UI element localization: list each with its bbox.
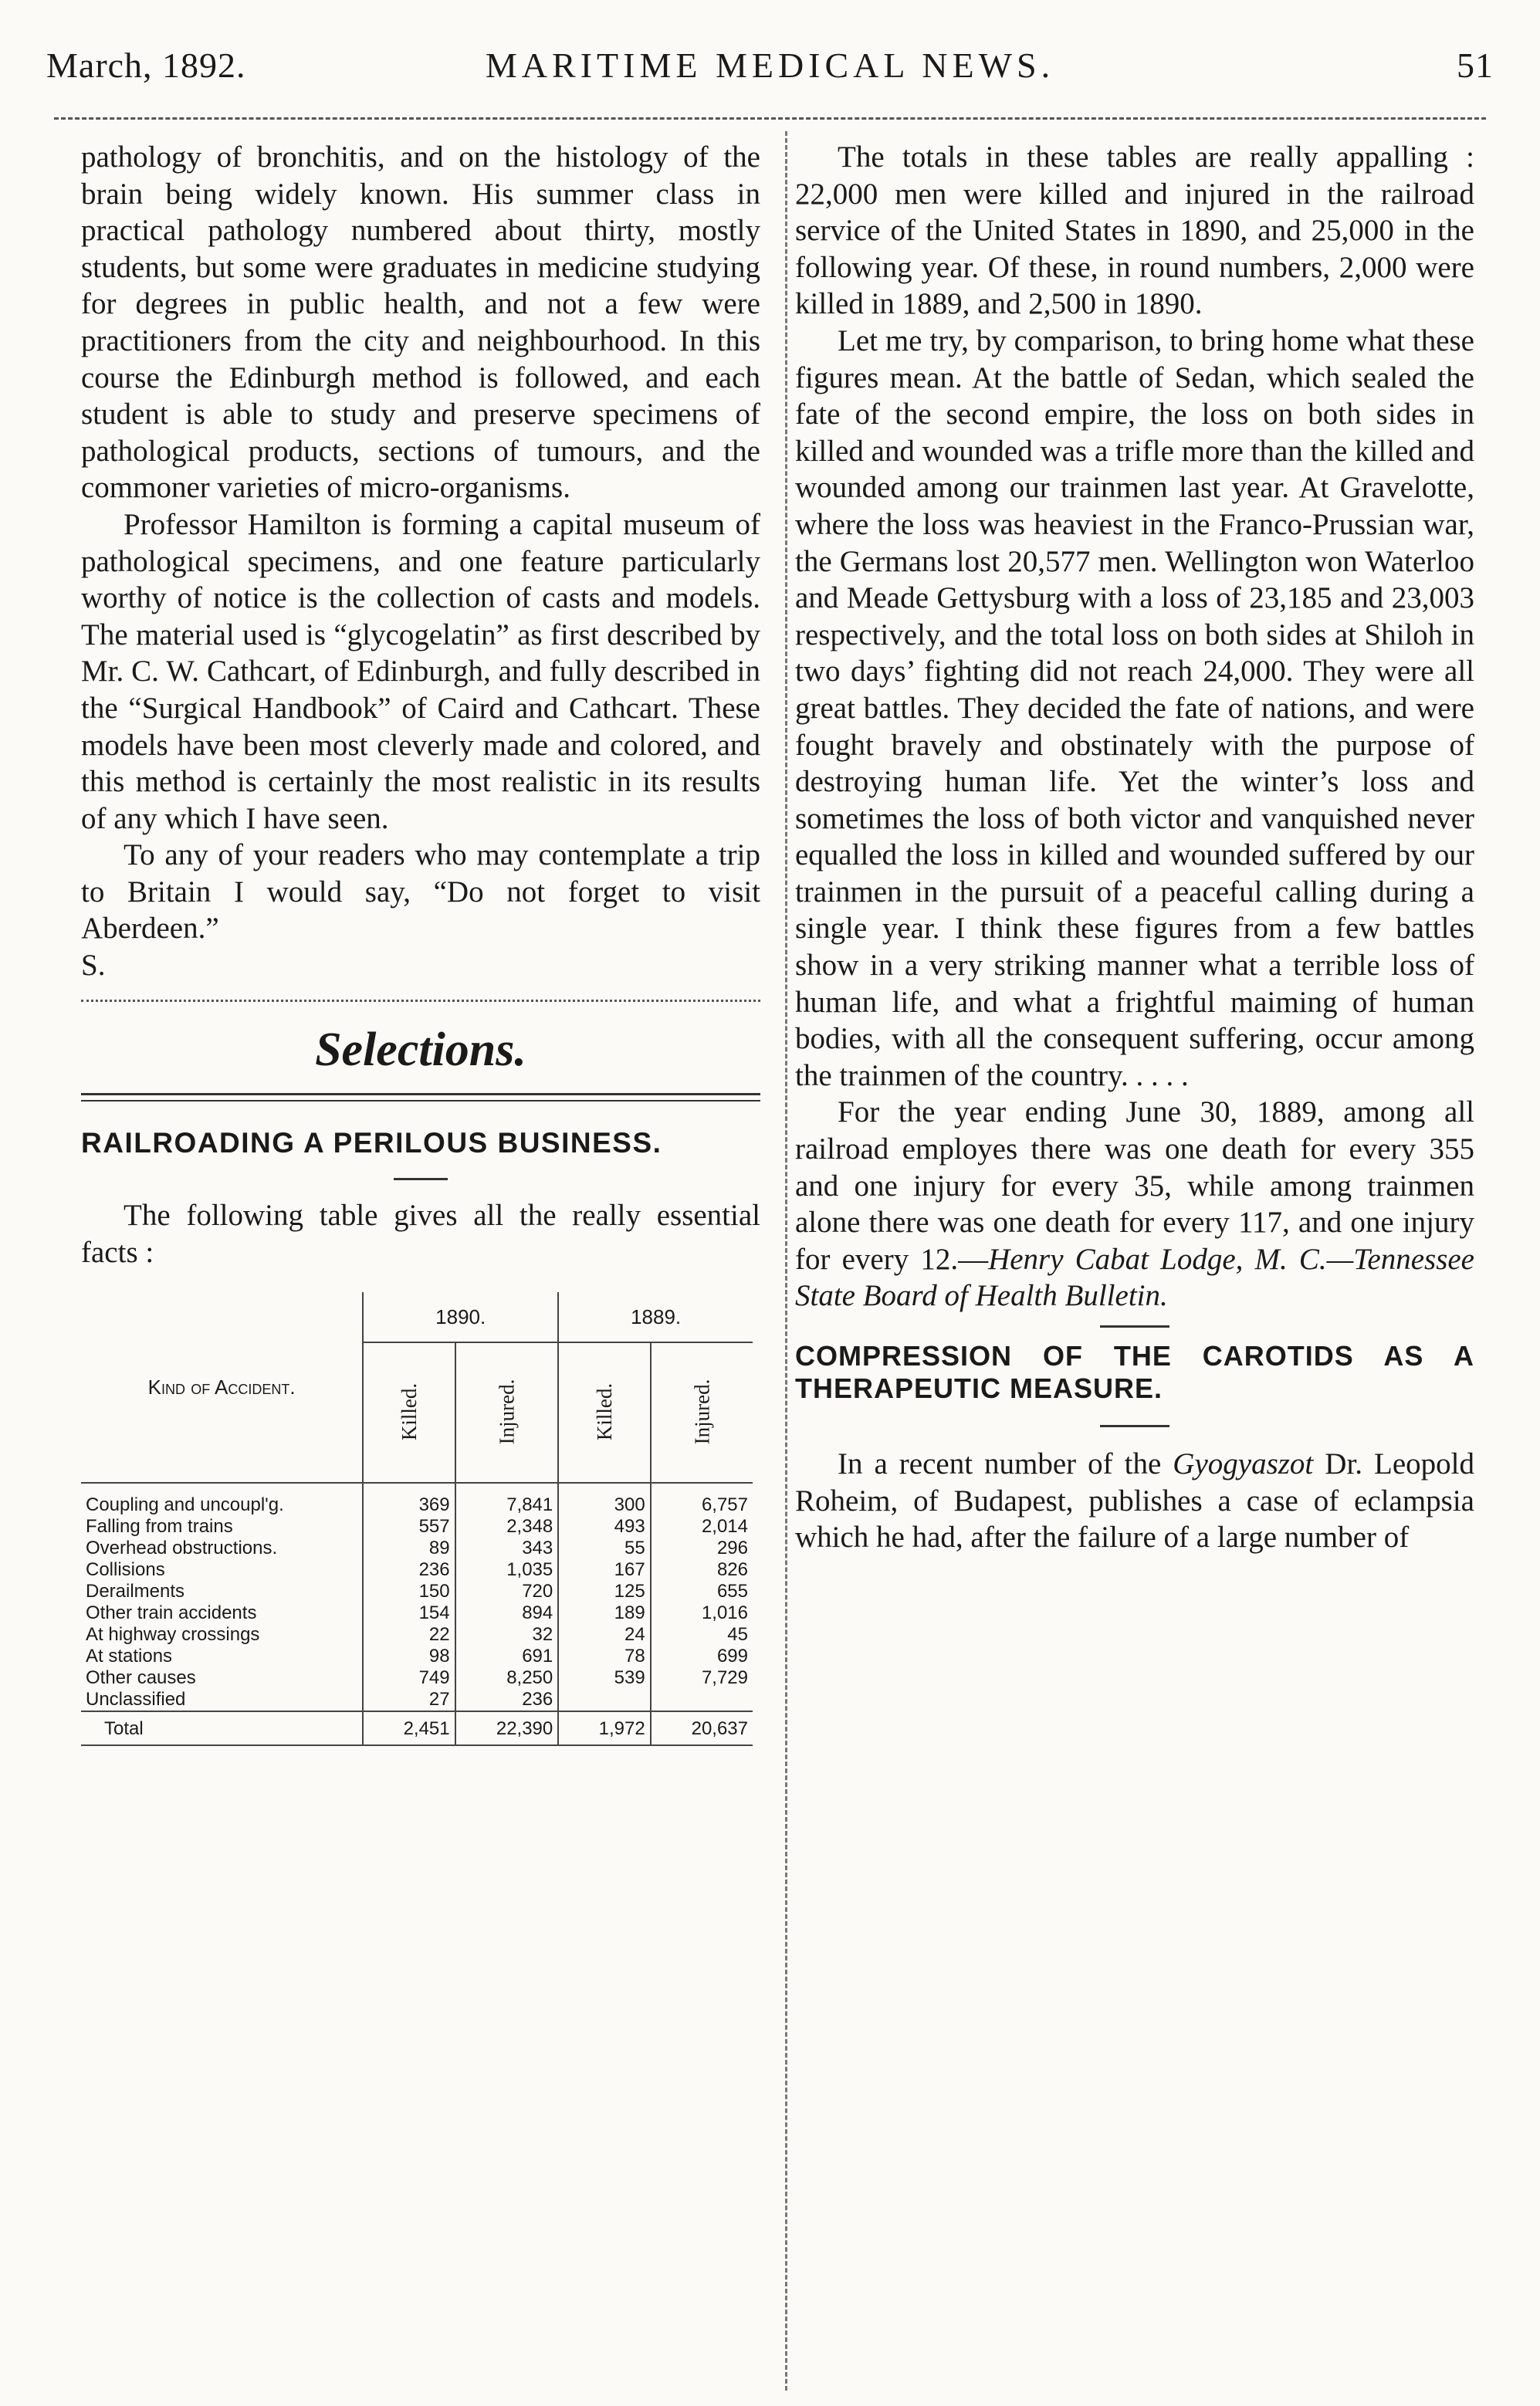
table-cell: 236 <box>455 1689 559 1711</box>
table-subhead: Injured. <box>455 1342 559 1483</box>
table-cell: 2,348 <box>455 1516 559 1538</box>
article-source: Henry Cabat Lodge, M. C.—Tennessee State Board of Health Bulletin. <box>795 1242 1474 1313</box>
row-label: Coupling and uncoupl'g. <box>81 1483 363 1516</box>
table-cell: 7,729 <box>651 1667 753 1689</box>
table-cell: 296 <box>651 1538 753 1559</box>
right-paragraph-4-rest: Dr. Leopold Roheim, of Budapest, publishes a case of eclampsia which he had, after the failure of a large number of <box>795 1447 1474 1555</box>
left-paragraph-3: To any of your readers who may contemplate a trip to Britain I would say, “Do not forget to visit Aberdeen.” <box>81 838 760 946</box>
table-cell: 1,035 <box>455 1559 559 1581</box>
section-heading: Selections. <box>315 1023 526 1076</box>
table-cell: 27 <box>363 1689 455 1711</box>
table-row <box>81 1483 753 1516</box>
signature: S. <box>81 949 106 983</box>
table-cell: 699 <box>651 1646 753 1667</box>
right-paragraph-2: Let me try, by comparison, to bring home what these figures mean. At the battle of Sedan, which sealed the fate of the second empire, the loss on both sides in killed and wounded was a trifle more than the killed and wounded among our trainmen last year. At Gravelotte, where the loss was heaviest in the Franco-Prussian war, the Germans lost 20,577 men. Wellington won Waterloo and Meade Gettysburg with a loss of 23,185 and 23,003 respectively, and the total loss on both sides at Shiloh in two days’ fighting did not reach 24,000. They were all great battles. They decided the fate of nations, and were fought bravely and obstinately with the purpose of destroying human life. Yet the winter’s loss and sometimes the loss of both victor and vanquished never equalled the loss in killed and wounded suffered by our trainmen in the pursuit of a peaceful calling during a single year. I think these figures from a few battles show in a very striking manner what a terrible loss of human life, and what a frightful maiming of human bodies, with all the consequent suffering, occur among the trainmen of the country. . . . . <box>795 323 1474 1092</box>
left-paragraph-2: Professor Hamilton is forming a capital museum of pathological specimens, and one feature particularly worthy of notice is the collection of casts and models. The material used is “glycogelatin” as first described by Mr. C. W. Cathcart, of Edinburgh, and fully described in the “Surgical Handbook” of Caird and Cathcart. These models have been most cleverly made and colored, and this method is certainly the most realistic in its results of any which I have seen. <box>81 507 760 835</box>
accident-table <box>81 1292 753 1746</box>
table-total-row <box>81 1711 753 1745</box>
table-cell: 189 <box>558 1602 650 1624</box>
table-row <box>81 1624 753 1646</box>
table-cell: 2,451 <box>363 1711 455 1745</box>
table-subhead: Killed. <box>558 1342 650 1483</box>
table-cell: 20,637 <box>651 1711 753 1745</box>
article-title-2-rule <box>1100 1425 1169 1427</box>
table-row <box>81 1516 753 1538</box>
header-journal-title: MARITIME MEDICAL NEWS. <box>485 46 1055 85</box>
running-head <box>46 45 1494 99</box>
right-paragraph-4 <box>795 1446 1474 1556</box>
right-paragraph-3-text: For the year ending June 30, 1889, among all railroad employes there was one death for every 355 and one injury for every 35, while among trainmen alone there was one death for every 117, and one injury for every 12.— <box>795 1095 1474 1276</box>
table-cell: 557 <box>363 1516 455 1538</box>
article-rule <box>1100 1325 1169 1328</box>
section-rule <box>81 1000 760 1002</box>
table-cell: 539 <box>558 1667 650 1689</box>
table-row <box>81 1581 753 1602</box>
table-cell: 32 <box>455 1624 559 1646</box>
article-title-2: COMPRESSION OF THE CAROTIDS AS A THERAPEUTIC MEASURE. <box>795 1340 1474 1404</box>
table-cell: 493 <box>558 1516 650 1538</box>
row-label: At highway crossings <box>86 1624 260 1646</box>
table-row <box>81 1646 753 1667</box>
table-cell: 826 <box>651 1559 753 1581</box>
table-cell: 343 <box>455 1538 559 1559</box>
table-cell: 8,250 <box>455 1667 559 1689</box>
journal-name: Gyogyaszot <box>1173 1447 1314 1480</box>
table-intro: The following table gives all the really essential facts : <box>81 1199 760 1269</box>
table-cell: 720 <box>455 1581 559 1602</box>
header-page-number: 51 <box>1457 46 1494 85</box>
table-kind-header: Kind of Accident. <box>81 1292 363 1483</box>
table-cell: 691 <box>455 1646 559 1667</box>
table-cell: 6,757 <box>651 1483 753 1516</box>
table-cell: 154 <box>363 1602 455 1624</box>
table-cell: 24 <box>558 1624 650 1646</box>
table-cell: 749 <box>363 1667 455 1689</box>
table-cell: 1,972 <box>558 1711 650 1745</box>
table-cell: 1,016 <box>651 1602 753 1624</box>
table-cell: 22 <box>363 1624 455 1646</box>
row-label: Unclassified <box>86 1689 186 1711</box>
table-cell: 125 <box>558 1581 650 1602</box>
row-label: Collisions <box>86 1559 165 1581</box>
table-cell: 300 <box>558 1483 650 1516</box>
table-cell: 98 <box>363 1646 455 1667</box>
table-row <box>81 1538 753 1559</box>
right-paragraph-1: The totals in these tables are really appalling : 22,000 men were killed and injured in the railroad service of the United States in 1890, and 25,000 in the following year. Of these, in round numbers, 2,000 were killed in 1889, and 2,500 in 1890. <box>795 140 1474 321</box>
table-cell: 167 <box>558 1559 650 1581</box>
row-label: At stations <box>86 1646 173 1667</box>
table-cell: 369 <box>363 1483 455 1516</box>
table-cell <box>558 1689 650 1711</box>
table-subhead: Injured. <box>651 1342 753 1483</box>
right-paragraph-4-start: In a recent number of the <box>838 1447 1173 1480</box>
table-cell: 45 <box>651 1624 753 1646</box>
left-column <box>81 139 760 1746</box>
header-rule <box>54 117 1486 120</box>
table-cell: 78 <box>558 1646 650 1667</box>
table-row <box>81 1602 753 1624</box>
table-cell <box>651 1689 753 1711</box>
table-cell: 655 <box>651 1581 753 1602</box>
table-cell: 22,390 <box>455 1711 559 1745</box>
table-subhead: Killed. <box>397 1383 421 1441</box>
table-year-header: 1890. <box>363 1292 558 1342</box>
row-label: Overhead obstructions. <box>86 1538 278 1559</box>
row-label: Derailments <box>86 1581 185 1602</box>
table-cell: 55 <box>558 1538 650 1559</box>
row-label: Other train accidents <box>86 1602 257 1624</box>
table-cell: 150 <box>363 1581 455 1602</box>
row-label: Other causes <box>86 1667 196 1689</box>
row-label: Falling from trains <box>86 1516 233 1538</box>
right-column <box>795 139 1474 1556</box>
table-cell: 2,014 <box>651 1516 753 1538</box>
article-title: RAILROADING A PERILOUS BUSINESS. <box>81 1126 662 1159</box>
table-year-header: 1889. <box>558 1292 753 1342</box>
table-row <box>81 1667 753 1689</box>
table-row <box>81 1689 753 1711</box>
table-row <box>81 1559 753 1581</box>
section-double-rule <box>81 1093 760 1101</box>
table-cell: 894 <box>455 1602 559 1624</box>
table-cell: 236 <box>363 1559 455 1581</box>
table-cell: 7,841 <box>455 1483 559 1516</box>
article-title-rule <box>394 1178 448 1180</box>
column-divider <box>785 131 787 2391</box>
header-date: March, 1892. <box>46 46 246 85</box>
left-paragraph-1: pathology of bronchitis, and on the histology of the brain being widely known. His summer class in practical pathology numbered about thirty, mostly students, but some were graduates in medicine studying for degrees in public health, and not a few were practitioners from the city and neighbourhood. In this course the Edinburgh method is followed, and each student is able to study and preserve specimens of pathological products, sections of tumours, and the commoner varieties of micro-organisms. <box>81 140 760 505</box>
total-label: Total <box>81 1711 363 1745</box>
right-paragraph-3 <box>795 1094 1474 1315</box>
table-cell: 89 <box>363 1538 455 1559</box>
